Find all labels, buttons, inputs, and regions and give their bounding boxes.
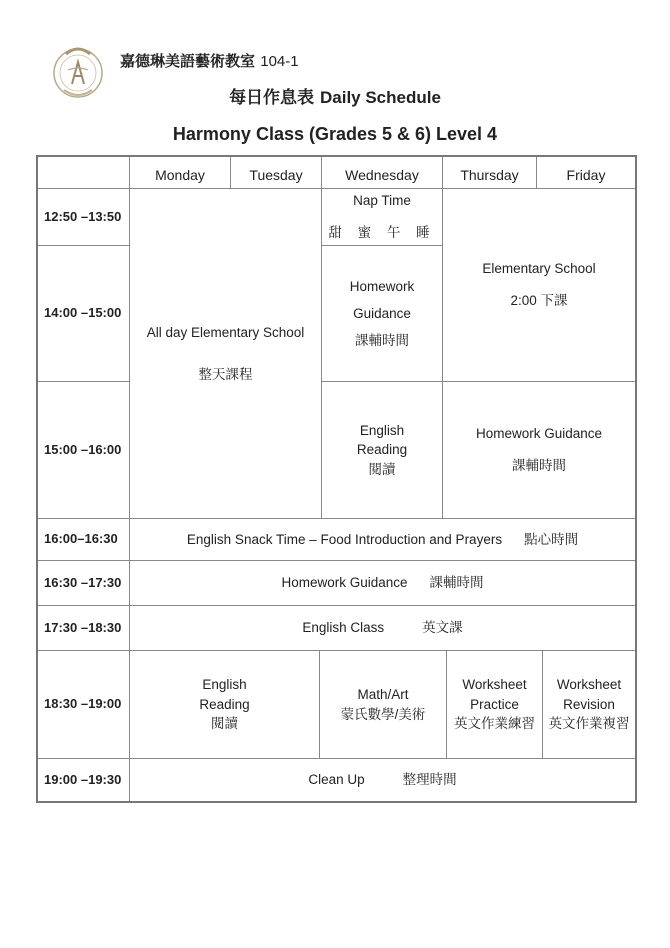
thu-fri-homework-zh: 課輔時間 xyxy=(512,458,566,473)
wed-homework-line2: Guidance xyxy=(353,306,411,321)
worksheet-revision-line2: Revision xyxy=(563,696,615,712)
thu-fri-elementary-school xyxy=(443,189,635,382)
wed-english-reading xyxy=(322,382,443,519)
english-class-zh: 英文課 xyxy=(422,620,463,636)
header-wednesday: Wednesday xyxy=(322,157,443,189)
class-title: Harmony Class (Grades 5 & 6) Level 4 xyxy=(172,124,498,144)
wed-nap-en: Nap Time xyxy=(353,193,411,209)
schedule-table xyxy=(36,155,637,803)
worksheet-practice-line2: Practice xyxy=(470,696,519,712)
wed-reading-line1: English xyxy=(359,422,405,438)
cleanup-en: Clean Up xyxy=(308,772,365,788)
header-thursday: Thursday xyxy=(443,157,537,189)
time-slot-4: 16:00–16:30 xyxy=(38,519,130,561)
time-slot-7: 18:30 –19:00 xyxy=(38,651,130,759)
worksheet-revision-line1: Worksheet xyxy=(556,677,622,693)
worksheet-revision-cell xyxy=(543,651,635,759)
snack-zh: 點心時間 xyxy=(524,531,579,547)
org-code: 104-1 xyxy=(260,53,299,70)
corner-cell xyxy=(38,157,130,189)
thu-fri-school-en: Elementary School xyxy=(482,261,596,277)
time-slot-3: 15:00 –16:00 xyxy=(38,382,130,519)
thu-fri-homework-en: Homework Guidance xyxy=(475,426,603,442)
evening-reading-line2: Reading xyxy=(199,696,250,712)
org-name: 嘉德琳美語藝術教室 xyxy=(120,52,256,70)
english-class-row xyxy=(130,606,635,651)
header-tuesday: Tuesday xyxy=(231,157,322,189)
time-slot-2: 14:00 –15:00 xyxy=(38,246,130,382)
org-name-line xyxy=(120,50,299,71)
evening-english-reading xyxy=(130,651,320,759)
worksheet-practice-zh: 英文作業練習 xyxy=(454,716,535,732)
english-class-en: English Class xyxy=(302,620,385,636)
time-slot-6: 17:30 –18:30 xyxy=(38,606,130,651)
time-slot-5: 16:30 –17:30 xyxy=(38,561,130,606)
evening-reading-zh: 閱讀 xyxy=(211,716,238,732)
wed-reading-line2: Reading xyxy=(356,442,408,458)
mon-tue-elementary-en: All day Elementary School xyxy=(146,324,305,340)
wed-homework-guidance xyxy=(322,246,443,382)
mon-tue-elementary-block xyxy=(130,189,322,519)
homework-row-en: Homework Guidance xyxy=(281,575,408,591)
worksheet-practice-cell xyxy=(447,651,543,759)
worksheet-revision-zh: 英文作業複習 xyxy=(548,716,630,732)
header-friday: Friday xyxy=(537,157,635,189)
thu-fri-homework-guidance xyxy=(443,382,635,519)
wed-nap-zh: 甜 蜜 午 睡 xyxy=(328,225,436,240)
cleanup-row xyxy=(130,759,635,801)
wed-homework-zh: 課輔時間 xyxy=(355,333,409,348)
header-monday: Monday xyxy=(130,157,231,189)
schedule-title-en: Daily Schedule xyxy=(319,88,441,107)
schedule-title xyxy=(0,83,670,108)
evening-reading-line1: English xyxy=(202,677,247,693)
wed-homework-line1: Homework xyxy=(349,279,415,294)
worksheet-practice-line1: Worksheet xyxy=(462,677,527,693)
thu-fri-school-zh: 2:00 下課 xyxy=(510,293,568,308)
mon-tue-elementary-zh: 整天課程 xyxy=(198,366,253,382)
snack-time-row xyxy=(130,519,635,561)
wed-reading-zh: 閱讀 xyxy=(368,461,396,477)
time-slot-8: 19:00 –19:30 xyxy=(38,759,130,801)
wed-nap-time xyxy=(322,189,443,246)
cleanup-zh: 整理時間 xyxy=(402,772,457,788)
math-art-en: Math/Art xyxy=(357,686,409,702)
schedule-title-zh: 每日作息表 xyxy=(229,88,315,108)
math-art-zh: 蒙氏數學/美術 xyxy=(340,706,426,722)
snack-en: English Snack Time – Food Introduction and Prayers xyxy=(186,531,503,547)
math-art-cell xyxy=(320,651,447,759)
homework-guidance-row xyxy=(130,561,635,606)
time-slot-1: 12:50 –13:50 xyxy=(38,189,130,246)
homework-row-zh: 課輔時間 xyxy=(429,575,484,591)
